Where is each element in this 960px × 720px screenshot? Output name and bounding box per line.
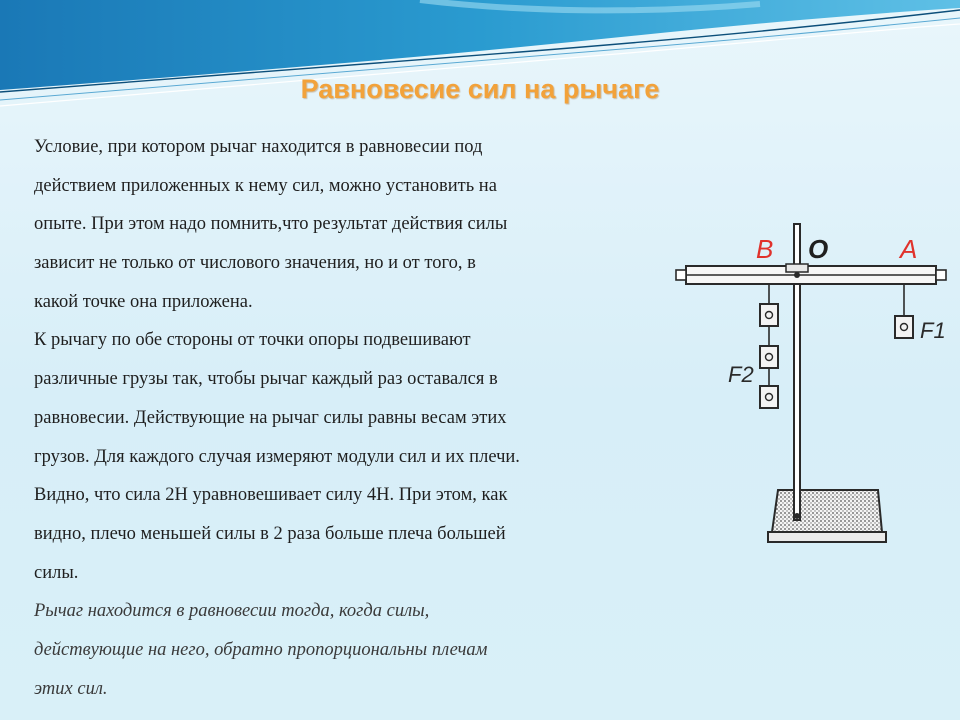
paragraph-2-line: силы.: [34, 562, 79, 583]
label-b: B: [756, 234, 774, 264]
label-f2: F2: [728, 362, 754, 387]
paragraph-1-line: зависит не только от числового значения, но и от того, в: [34, 253, 476, 274]
paragraph-2-line: видно, плечо меньшей силы в 2 раза больше плеча большей: [34, 523, 506, 544]
label-a: A: [900, 234, 918, 264]
paragraph-2-line: различные грузы так, чтобы рычаг каждый раз оставался в: [34, 369, 498, 390]
paragraph-1-line: опыте. При этом надо помнить,что результат действия силы: [34, 214, 508, 235]
lever-bar: [676, 264, 946, 284]
slide-title: Равновесие сил на рычаге: [300, 74, 660, 104]
paragraph-1-line: действием приложенных к нему сил, можно установить на: [34, 175, 497, 196]
lever-diagram: [668, 220, 948, 560]
paragraph-1-line: Условие, при котором рычаг находится в равновесии под: [34, 137, 483, 157]
weight-right: [895, 284, 913, 338]
paragraph-2-line: равновесии. Действующие на рычаг силы равны весам этих: [34, 407, 507, 428]
paragraph-1-line: какой точке она приложена.: [34, 291, 253, 312]
label-o: O: [808, 234, 829, 264]
paragraph-2-line: грузов. Для каждого случая измеряют модули сил и их плечи.: [34, 446, 520, 467]
paragraph-2-line: К рычагу по обе стороны от точки опоры подвешивают: [34, 330, 471, 351]
conclusion-line: действующие на него, обратно пропорциональны плечам: [34, 639, 488, 660]
conclusion-line: этих сил.: [34, 678, 108, 699]
conclusion-line: Рычаг находится в равновесии тогда, когда силы,: [34, 601, 430, 622]
label-f1: F1: [920, 318, 946, 343]
paragraph-2-line: Видно, что сила 2Н уравновешивает силу 4Н. При этом, как: [34, 485, 508, 506]
body-text: [34, 128, 634, 708]
stand-base: [768, 490, 886, 542]
weight-stack-left: [760, 284, 778, 408]
